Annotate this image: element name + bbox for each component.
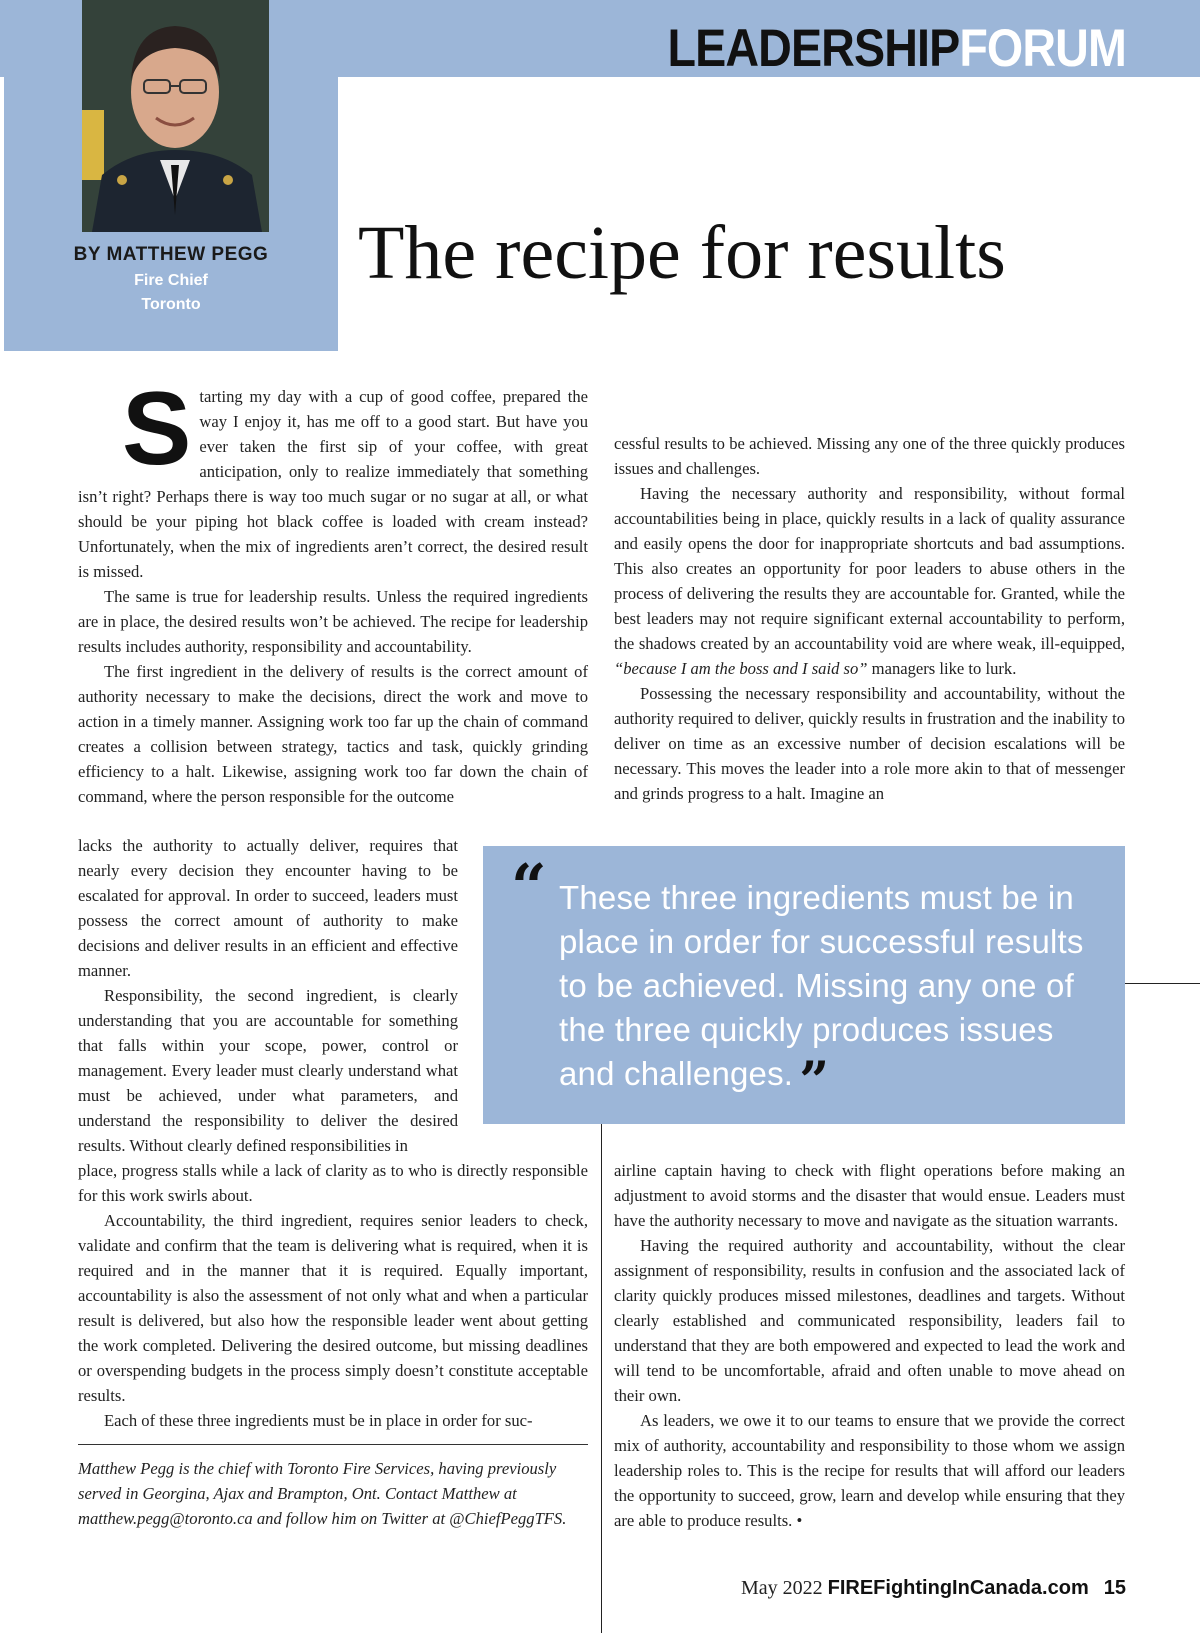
page-number: 15	[1103, 1577, 1126, 1599]
open-quote-mark: “	[511, 850, 547, 923]
divider-rule	[1125, 983, 1200, 984]
article-paragraph: lacks the authority to actually deliver, requires that nearly every decision they encounter having to be escalated for approval. In order to succeed, leaders must possess the correct amount of authority to make decisions and deliver results in an efficient and effective manner.	[78, 836, 458, 980]
right-column-top	[614, 431, 1125, 806]
article-paragraph: Each of these three ingredients must be in place in order for suc-	[104, 1411, 533, 1430]
article-paragraph: Accountability, the third ingredient, requires senior leaders to check, validate and confirm that the team is delivering what is required, when it is required and in the manner that it is required. Equally important, accountability is also the assessment of not only what and when a particular result is delivered, but also how the responsible leader went about getting the work completed. Delivering the desired outcome, but missing deadlines or overspending budgets in the process simply doesn’t constitute acceptable results.	[78, 1211, 588, 1405]
bio-divider	[78, 1444, 588, 1445]
left-column-top	[78, 371, 588, 809]
left-column-bottom	[78, 1158, 588, 1433]
article-paragraph: The first ingredient in the delivery of results is the correct amount of authority necessary to make the decisions, direct the work and move to action in a timely manner. Assigning work too far up the chain of command creates a collision between strategy, tactics and task, quickly grinding efficiency to a halt. Likewise, assigning work too far down the chain of command, where the person responsible for the outcome	[78, 662, 588, 806]
article-paragraph: Having the required authority and accountability, without the clear assignment of responsibility, results in confusion and the associated lack of clarity quickly produces missed milestones, deadlines and targets. Without clearly established and communicated responsibility, leaders fail to understand that they are both empowered and expected to lead the work and will tend to be uncomfortable, afraid and often unable to move ahead on their own.	[614, 1236, 1125, 1405]
article-paragraph: Having the necessary authority and responsibility, without formal accountabilities being in place, quickly results in a lack of quality assurance and easily opens the door for inappropriate shortcuts and bad assumptions. This also creates an opportunity for poor leaders to abuse others in the process of delivering the results they are accountable for. Granted, while the best leaders may not require significant external accountability to perform, the shadows created by an accountability void are where weak, ill-equipped, “because I am the boss and I said so” managers like to lurk.	[614, 484, 1125, 678]
article-paragraph: airline captain having to check with flight operations before making an adjustment to avoid storms and the disaster that would ensue. Leaders must have the authority necessary to move and navigate as the situation warrants.	[614, 1161, 1125, 1230]
article-paragraph: place, progress stalls while a lack of clarity as to who is directly responsible for this work swirls about.	[78, 1161, 588, 1205]
article-title: The recipe for results	[358, 211, 1006, 295]
pull-quote-text: These three ingredients must be in place in order for successful results to be achieved. Missing any one of the three quickly produces issues and challenges. ”	[559, 879, 1084, 1112]
drop-cap: S	[122, 371, 192, 487]
article-paragraph: Starting my day with a cup of good coffee, prepared the way I enjoy it, has me off to a good start. But have you ever taken the first sip of your coffee, with great anticipation, only to realize immediately that something isn’t right? Perhaps there is way too much sugar or no sugar at all, or what should be your piping hot black coffee is loaded with cream instead? Unfortunately, when the mix of ingredients aren’t correct, the desired result is missed.	[78, 371, 588, 581]
author-bio: Matthew Pegg is the chief with Toronto Fire Services, having previously served in Georgina, Ajax and Brampton, Ont. Contact Matthew at matthew.pegg@toronto.ca and follow him on Twitter at @ChiefPeggTFS.	[78, 1459, 567, 1528]
left-column-middle	[78, 833, 458, 1158]
article-paragraph: As leaders, we owe it to our teams to ensure that we provide the correct mix of authority, accountability and responsibility to those whom we assign leadership roles to. This is the recipe for results that will afford our leaders the opportunity to succeed, grow, learn and develop while ensuring that they are able to produce results. •	[614, 1411, 1125, 1530]
author-role: Fire Chief	[134, 272, 208, 289]
close-quote-mark: ”	[799, 1051, 830, 1112]
inline-quote: “because I am the boss and I said so”	[614, 659, 868, 678]
author-portrait-photo	[82, 0, 269, 232]
page-footer	[741, 1577, 1126, 1600]
author-city: Toronto	[141, 296, 201, 313]
issue-date: May 2022	[740, 1577, 823, 1599]
right-column-bottom	[614, 1158, 1125, 1533]
article-paragraph: Responsibility, the second ingredient, is clearly understanding that you are accountable for something that falls within your scope, power, control or management. Every leader must clearly understand what must be achieved, under what parameters, and understand the responsibility to deliver the desired results. Without clearly defined responsibilities in	[78, 986, 458, 1155]
article-paragraph: The same is true for leadership results. Unless the required ingredients are in place, the desired results won’t be achieved. The recipe for leadership results includes authority, responsibility and accountability.	[78, 587, 588, 656]
section-label-forum: FORUM	[959, 19, 1126, 78]
author-byline	[4, 244, 338, 314]
section-label	[667, 19, 1126, 78]
column-divider	[601, 1124, 602, 1633]
author-name: BY MATTHEW PEGG	[73, 244, 269, 265]
article-paragraph: cessful results to be achieved. Missing any one of the three quickly produces issues and challenges.	[614, 434, 1125, 478]
pull-quote	[483, 846, 1125, 1124]
site-name: FIREFightingInCanada.com	[827, 1577, 1089, 1599]
article-paragraph: Possessing the necessary responsibility and accountability, without the authority required to deliver, quickly results in frustration and the inability to deliver on time as an excessive number of decision escalations will be necessary. This moves the leader into a role more akin to that of messenger and grinds progress to a halt. Imagine an	[614, 684, 1125, 803]
section-label-leadership: LEADERSHIP	[667, 19, 960, 78]
